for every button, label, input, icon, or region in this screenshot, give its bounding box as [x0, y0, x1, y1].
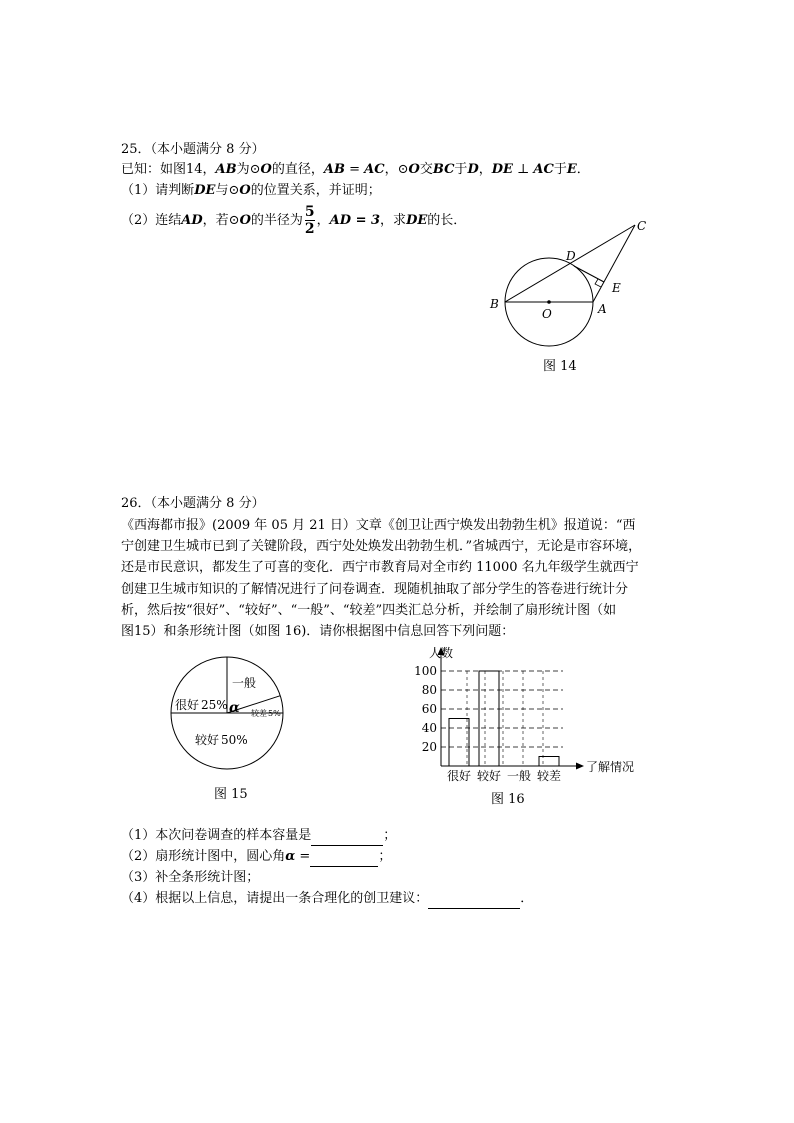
label-a: A	[598, 302, 607, 316]
x-tick-label: 较好	[476, 769, 502, 783]
q26-text-line: 《西海都市报》(2009 年 05 月 21 日）文章《创卫让西宁焕发出勃勃生机》报道说：“西	[121, 518, 636, 533]
q26-text-line: 还是市民意识，都发生了可喜的变化．西宁市教育局对全市约 11000 名九年级学生就西宁	[121, 560, 639, 575]
pie-chart	[165, 655, 305, 780]
line-de	[574, 266, 604, 282]
bar-x-labels	[447, 768, 561, 783]
y-tick-label: 80	[421, 683, 437, 697]
q26-text-line: 图15）和条形统计图（如图 16)．请你根据图中信息回答下列问题：	[121, 624, 515, 639]
bar-3	[539, 757, 559, 767]
y-tick-label: 20	[421, 740, 437, 754]
label-d: D	[566, 249, 576, 263]
bar-0	[449, 719, 469, 767]
x-axis-title: 了解情况	[586, 760, 635, 774]
x-tick-label: 一般	[506, 769, 532, 783]
answer-blank-4[interactable]	[428, 894, 520, 909]
figure-14	[480, 215, 660, 365]
bar-y-ticks	[414, 664, 437, 754]
figure-14-caption: 图 14	[543, 359, 577, 374]
bar-chart	[405, 640, 650, 785]
y-tick-label: 60	[421, 702, 437, 716]
label-b: B	[490, 297, 499, 311]
center-dot	[547, 300, 551, 304]
slice-label-average: 一般	[232, 676, 257, 690]
slice-label-poor: 较差5%	[251, 709, 281, 718]
q25-part2: （2）连结AD，若⊙O的半径为 $\frac{5}{2}$ ，AD = 3，求DE的长．	[121, 204, 467, 237]
y-tick-label: 40	[421, 721, 437, 735]
bar-1	[479, 671, 499, 766]
q26-question-3: （3）补全条形统计图；	[121, 870, 260, 885]
q25-stem: 已知：如图14，AB为⊙O的直径，AB = AC，⊙O交BC于D，DE ⊥ AC于E．	[121, 162, 590, 177]
slice-label-very-good: 很好 25%	[175, 698, 228, 712]
q26-text-line: 宁创建卫生城市已到了关键阶段，西宁处处焕发出勃勃生机．”省城西宁，无论是市容环境，	[121, 539, 642, 554]
answer-blank-1[interactable]	[311, 831, 383, 846]
q25-part1: （1）请判断DE与⊙O的位置关系，并证明；	[121, 183, 381, 198]
x-tick-label: 很好	[446, 769, 472, 783]
answer-blank-2[interactable]	[310, 852, 378, 867]
q26-question-4: （4）根据以上信息，请提出一条合理化的创卫建议： ．	[121, 889, 533, 909]
x-axis-arrow	[576, 763, 584, 770]
y-tick-label: 100	[414, 664, 437, 678]
figure-16-caption: 图 16	[491, 792, 525, 807]
q26-header: 26．（本小题满分 8 分）	[121, 496, 265, 511]
label-e: E	[612, 281, 621, 295]
q26-question-2: （2）扇形统计图中，圆心角α = ；	[121, 847, 391, 867]
q26-question-1: （1）本次问卷调查的样本容量是 ；	[121, 826, 396, 846]
slice-label-good: 较好 50%	[195, 733, 248, 747]
q25-header: 25．（本小题满分 8 分）	[121, 142, 265, 157]
radius-fraction: $\frac{5}{2}$	[304, 204, 315, 237]
x-tick-label: 较差	[536, 769, 562, 783]
label-c: C	[637, 219, 647, 233]
figure-15-caption: 图 15	[214, 787, 248, 802]
bar-series	[449, 671, 559, 766]
q26-text-line: 析，然后按“很好”、“较好”、“一般”、“较差”四类汇总分析，并绘制了扇形统计图（如	[121, 603, 617, 618]
angle-alpha-label: α	[229, 700, 240, 716]
q26-text-line: 创建卫生城市知识的了解情况进行了问卷调查．现随机抽取了部分学生的答卷进行统计分	[121, 582, 629, 597]
label-o: O	[542, 307, 552, 321]
y-axis-title: 人数	[429, 646, 454, 660]
